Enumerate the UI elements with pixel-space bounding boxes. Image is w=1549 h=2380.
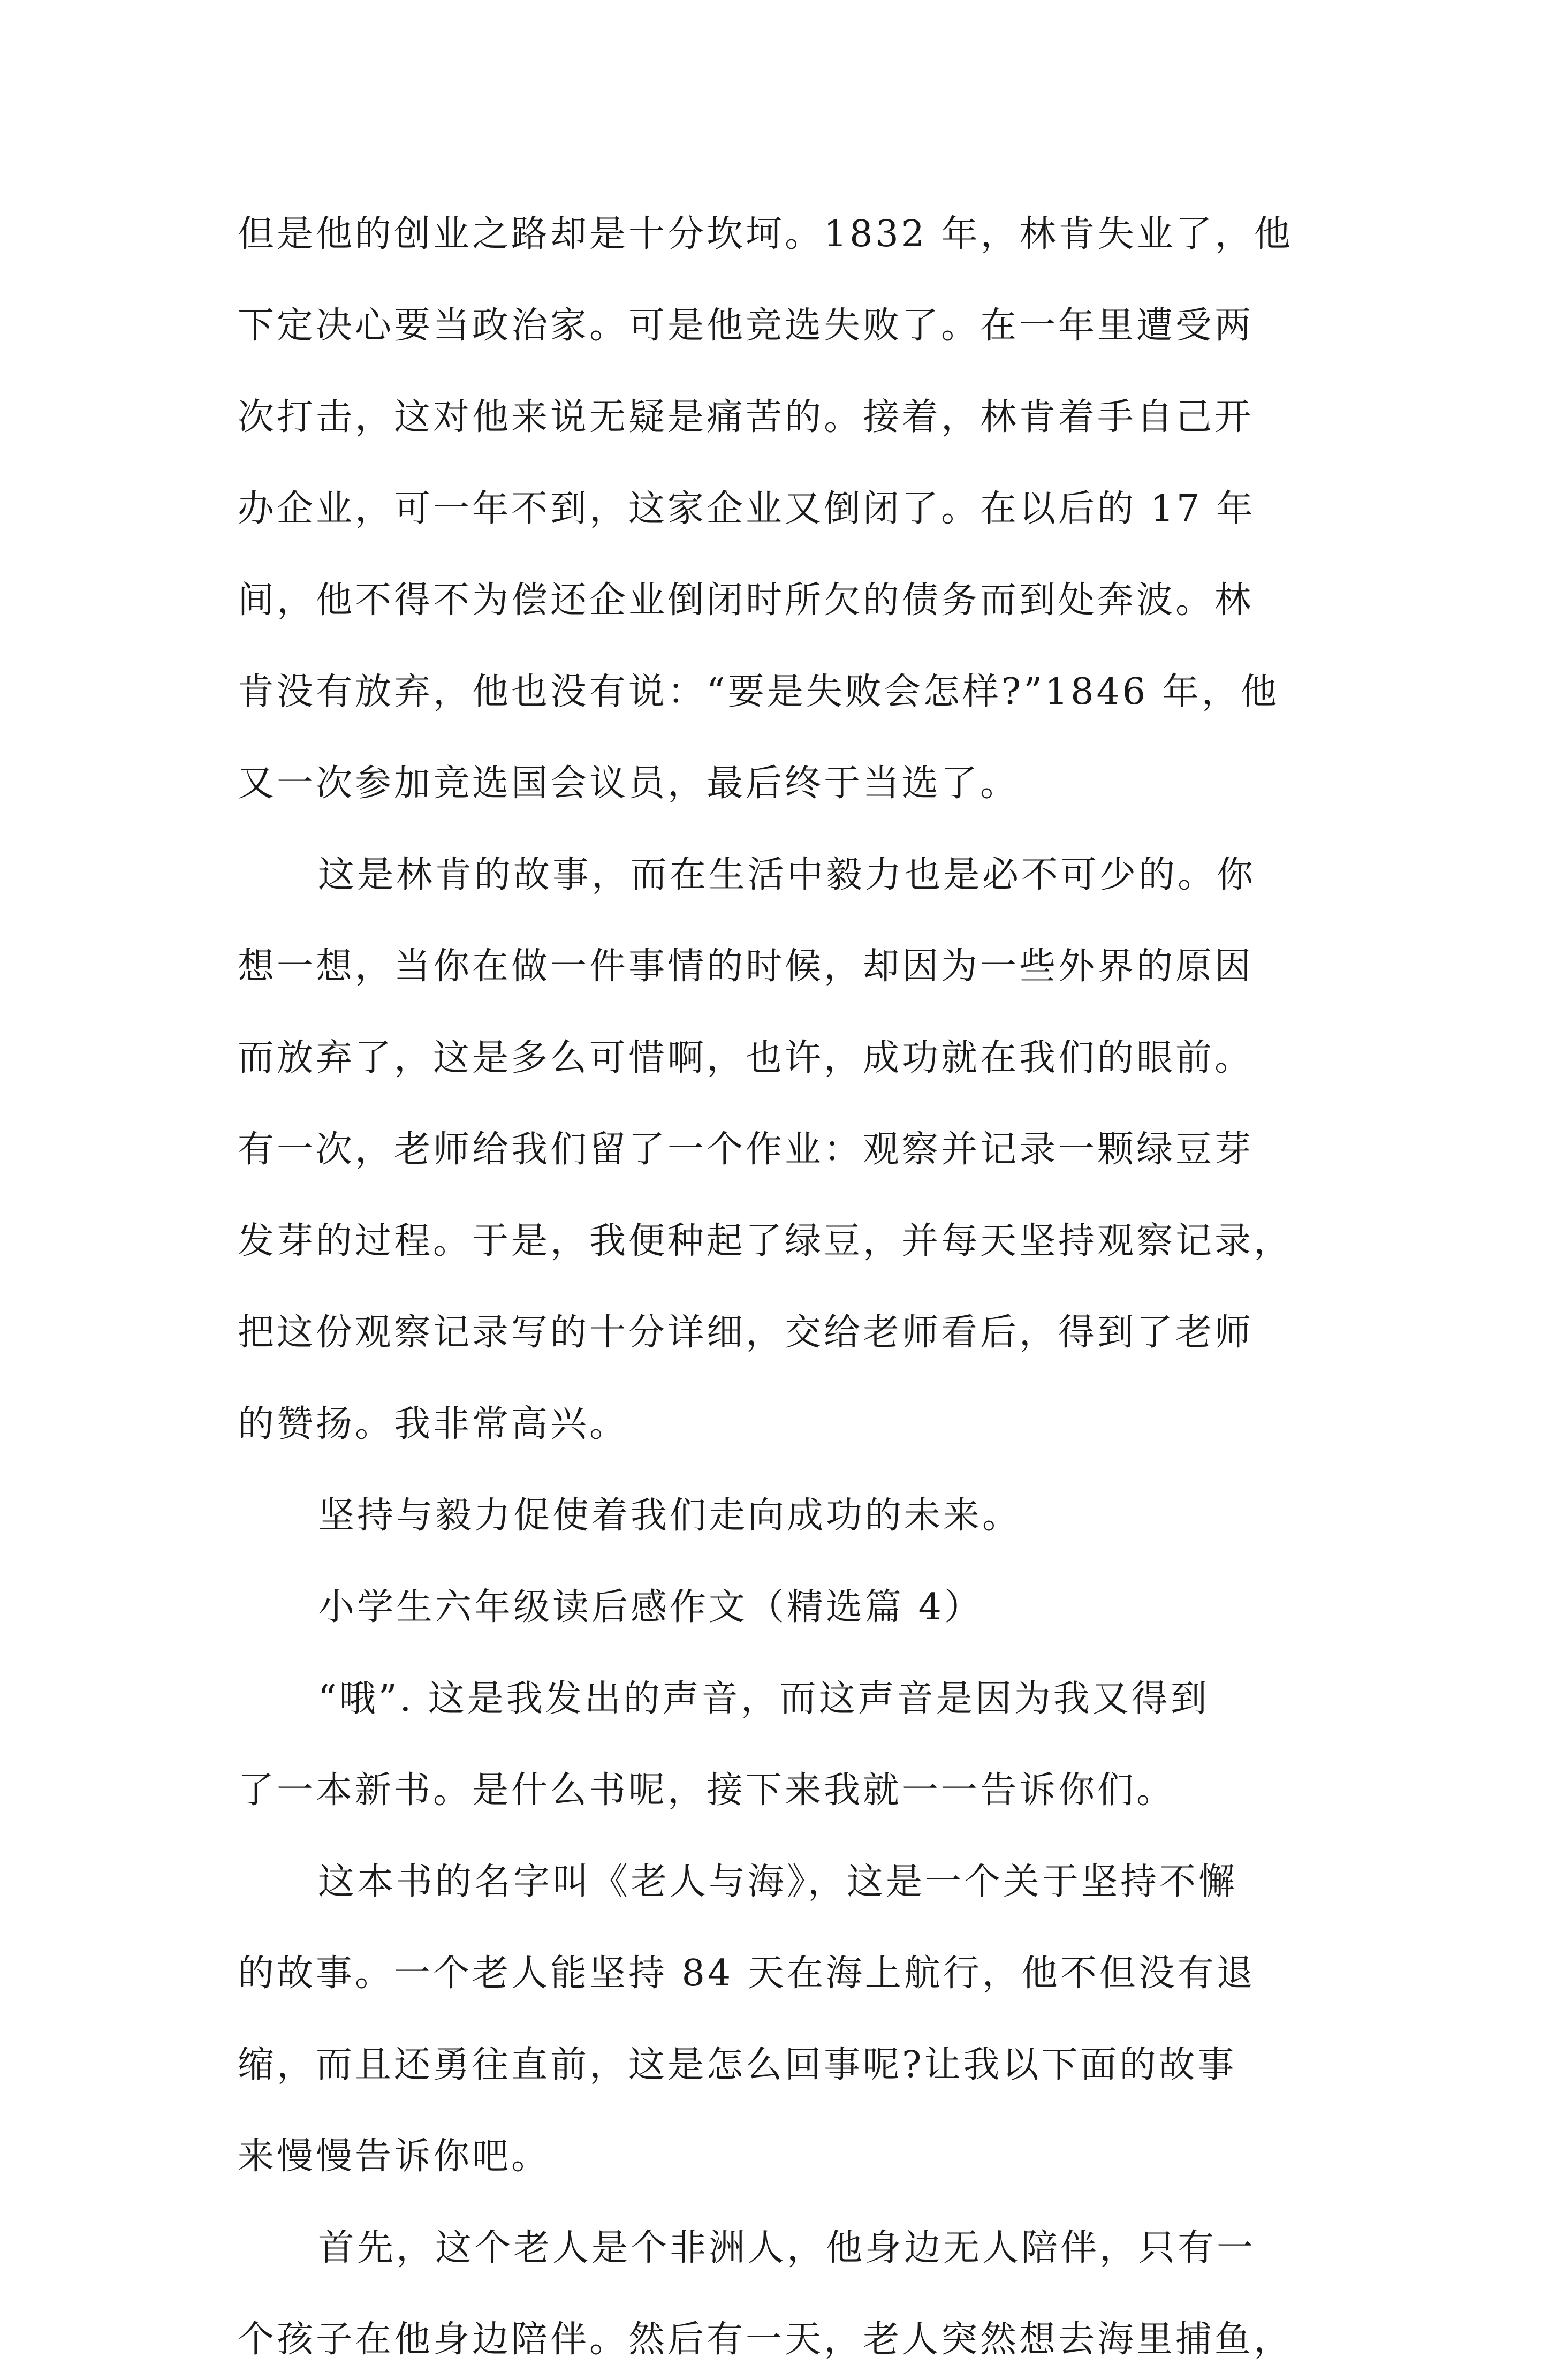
text-line: 这本书的名字叫《老人与海》，这是一个关于坚持不懈 [318, 1861, 1238, 1903]
text-line: 有一次，老师给我们留了一个作业：观察并记录一颗绿豆芽 [238, 1128, 1254, 1171]
text-line: 想一想，当你在做一件事情的时候，却因为一些外界的原因 [238, 945, 1254, 988]
text-line: 首先，这个老人是个非洲人，他身边无人陪伴，只有一 [318, 2227, 1256, 2269]
text-line: 把这份观察记录写的十分详细，交给老师看后，得到了老师 [238, 1312, 1254, 1354]
text-line: 这是林肯的故事，而在生活中毅力也是必不可少的。你 [318, 854, 1256, 896]
text-line: 肯没有放弃，他也没有说：“要是失败会怎样?”1846 年，他 [238, 671, 1280, 713]
text-line: 又一次参加竞选国会议员，最后终于当选了。 [238, 762, 1020, 805]
text-line: 的赞扬。我非常高兴。 [238, 1403, 629, 1445]
text-line: 办企业，可一年不到，这家企业又倒闭了。在以后的 17 年 [238, 488, 1256, 530]
text-line: 个孩子在他身边陪伴。然后有一天，老人突然想去海里捕鱼， [238, 2318, 1293, 2361]
text-line: “哦”. 这是我发出的声音，而这声音是因为我又得到 [318, 1678, 1210, 1720]
text-line: 坚持与毅力促使着我们走向成功的未来。 [318, 1495, 1022, 1537]
text-line: 来慢慢告诉你吧。 [238, 2135, 551, 2178]
text-line: 但是他的创业之路却是十分坎坷。1832 年，林肯失业了，他 [238, 213, 1293, 255]
text-line: 小学生六年级读后感作文（精选篇 4） [318, 1586, 983, 1628]
text-line: 缩，而且还勇往直前，这是怎么回事呢?让我以下面的故事 [238, 2044, 1237, 2086]
text-line: 了一本新书。是什么书呢，接下来我就一一告诉你们。 [238, 1769, 1176, 1811]
text-line: 间，他不得不为偿还企业倒闭时所欠的债务而到处奔波。林 [238, 579, 1254, 621]
text-line: 而放弃了，这是多么可惜啊，也许，成功就在我们的眼前。 [238, 1037, 1254, 1079]
text-line: 的故事。一个老人能坚持 84 天在海上航行，他不但没有退 [238, 1952, 1256, 1995]
text-line: 发芽的过程。于是，我便种起了绿豆，并每天坚持观察记录， [238, 1220, 1293, 1262]
text-line: 次打击，这对他来说无疑是痛苦的。接着，林肯着手自己开 [238, 396, 1254, 438]
text-line: 下定决心要当政治家。可是他竞选失败了。在一年里遭受两 [238, 305, 1254, 347]
